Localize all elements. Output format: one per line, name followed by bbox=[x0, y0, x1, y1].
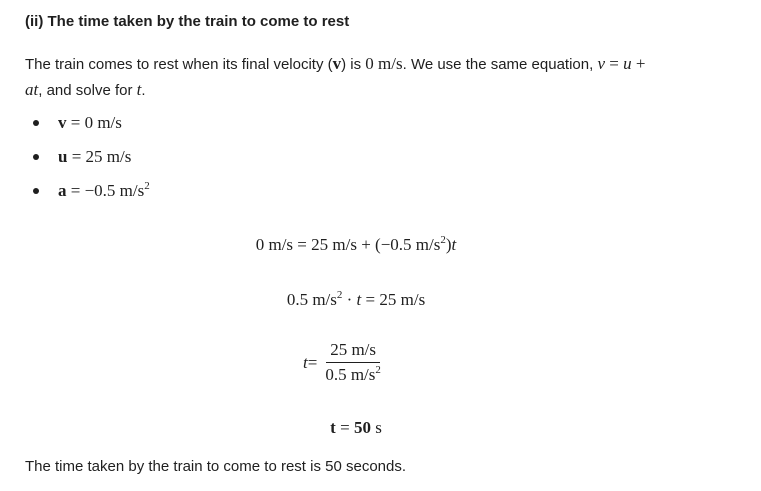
intro-text-3: . We use the same equation, bbox=[402, 56, 598, 73]
bullet-value: = −0.5 m/s bbox=[66, 181, 145, 200]
fraction bbox=[321, 340, 385, 385]
velocity-symbol: v bbox=[332, 54, 342, 73]
eq1-t: t bbox=[451, 235, 457, 254]
eq2-mid: · bbox=[342, 290, 357, 309]
bullet-dot bbox=[33, 154, 39, 160]
intro-text-5: . bbox=[141, 82, 146, 99]
intro-line-1 bbox=[25, 54, 645, 74]
conclusion-end: . bbox=[401, 458, 407, 475]
eq-plus: + bbox=[631, 54, 646, 73]
eq2-right: = 25 m/s bbox=[361, 290, 426, 309]
equation-2 bbox=[0, 290, 712, 310]
section-heading: (ii) The time taken by the train to come to rest bbox=[25, 13, 350, 30]
eq2-sup: 2 bbox=[336, 289, 343, 301]
bullet-sup: 2 bbox=[144, 180, 150, 192]
eq4-t: t bbox=[330, 418, 336, 437]
eq-at: at bbox=[25, 80, 39, 99]
eq-v: v bbox=[597, 54, 605, 73]
bullet-value: = 25 m/s bbox=[67, 147, 132, 166]
fraction-numerator: 25 m/s bbox=[326, 340, 380, 363]
intro-text-2: ) is bbox=[341, 56, 366, 73]
eq-t: t bbox=[136, 80, 142, 99]
zero-velocity: 0 m/s bbox=[365, 54, 403, 73]
bullet-var: a bbox=[58, 181, 67, 200]
eq1-left: 0 m/s = 25 m/s + (−0.5 m/s bbox=[255, 235, 441, 254]
equation-1 bbox=[0, 235, 712, 255]
list-item bbox=[33, 146, 131, 168]
eq-equals: = bbox=[605, 54, 624, 73]
eq1-sup: 2 bbox=[440, 234, 446, 246]
bullet-dot bbox=[33, 188, 39, 194]
eq4-unit: s bbox=[370, 418, 382, 437]
intro-text-1: The train comes to rest when its final velocity ( bbox=[25, 56, 333, 73]
bullet-dot bbox=[33, 120, 39, 126]
bullet-var: u bbox=[58, 147, 68, 166]
conclusion bbox=[25, 458, 406, 475]
eq2-t: t bbox=[356, 290, 362, 309]
conclusion-text: The time taken by the train to come to rest is bbox=[25, 458, 326, 475]
list-item bbox=[33, 180, 150, 202]
equation-4-result bbox=[0, 418, 712, 438]
eq3-eq: = bbox=[307, 352, 318, 372]
bullet-value: = 0 m/s bbox=[66, 113, 122, 132]
bullet-var: v bbox=[58, 113, 67, 132]
equation-3 bbox=[303, 340, 385, 385]
eq4-value: 50 bbox=[353, 418, 371, 437]
fraction-denominator bbox=[321, 363, 385, 385]
intro-line-2 bbox=[25, 80, 146, 100]
intro-text-4: , and solve for bbox=[38, 82, 137, 99]
eq1-right: ) bbox=[445, 235, 452, 254]
den-text: 0.5 m/s bbox=[325, 365, 376, 384]
eq2-left: 0.5 m/s bbox=[286, 290, 337, 309]
den-sup: 2 bbox=[375, 364, 381, 376]
list-item bbox=[33, 112, 122, 134]
conclusion-value: 50 seconds bbox=[325, 458, 402, 475]
eq4-eq: = bbox=[335, 418, 354, 437]
eq3-t: t bbox=[303, 352, 308, 372]
eq-u: u bbox=[623, 54, 632, 73]
